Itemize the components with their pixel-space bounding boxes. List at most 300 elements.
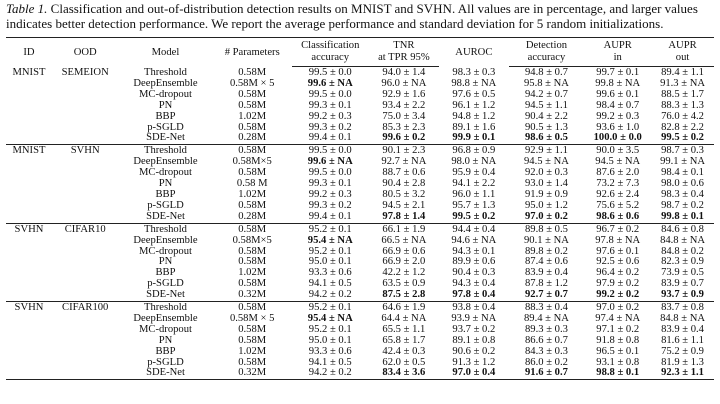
cell-id	[6, 157, 52, 168]
cell-ood: SEMEION	[61, 66, 109, 78]
cell-detection: 94.2 ± 0.7	[525, 88, 568, 100]
header-aupr-in-line1: AUPR	[603, 40, 632, 51]
cell-aupr-in: 75.6 ± 5.2	[596, 199, 640, 211]
cell-tnr: 65.8 ± 1.7	[382, 334, 426, 346]
cell-detection: 89.8 ± 0.5	[525, 223, 568, 235]
cell-accuracy: 94.2 ± 0.2	[292, 290, 369, 301]
cell-accuracy: 99.5 ± 0.0	[308, 88, 352, 100]
caption-text: Classification and out-of-distribution detection results on MNIST and SVHN. All values are in percentage, and larger values indicates better detection performance. We report the average performance and standard deviation for 5 random initializations.	[6, 1, 698, 31]
cell-accuracy: 94.2 ± 0.2	[292, 368, 369, 379]
cell-accuracy: 93.3 ± 0.6	[308, 345, 352, 357]
cell-auroc: 91.3 ± 1.2	[452, 356, 496, 368]
cell-id	[6, 179, 52, 190]
cell-ood	[52, 314, 118, 325]
cell-tnr: 94.0 ± 1.4	[382, 67, 426, 78]
cell-accuracy: 95.4 ± NA	[307, 312, 353, 324]
header-id: ID	[23, 47, 35, 59]
cell-accuracy: 99.6 ± NA	[307, 156, 353, 168]
cell-detection: 91.6 ± 0.7	[509, 368, 585, 379]
cell-tnr: 64.6 ± 1.9	[382, 302, 426, 314]
cell-detection: 90.4 ± 2.2	[525, 110, 568, 122]
cell-aupr-out: 84.6 ± 0.8	[661, 223, 704, 235]
cell-detection: 94.8 ± 0.7	[525, 67, 568, 78]
cell-aupr-in: 91.8 ± 0.8	[596, 334, 640, 346]
cell-params: 0.58M	[238, 223, 267, 235]
cell-detection: 95.8 ± NA	[523, 77, 569, 89]
table-caption	[6, 1, 716, 31]
cell-ood	[52, 133, 118, 144]
cell-id	[6, 79, 52, 90]
cell-auroc: 98.0 ± NA	[451, 156, 497, 168]
cell-id: MNIST	[12, 66, 46, 78]
cell-ood	[52, 101, 118, 112]
cell-aupr-in: 99.8 ± NA	[595, 77, 641, 89]
cell-accuracy: 95.2 ± 0.1	[308, 245, 352, 257]
cell-ood	[52, 168, 118, 179]
cell-model: SDE-Net	[118, 212, 212, 223]
cell-params: 0.58M	[238, 167, 267, 179]
cell-model: p-SGLD	[147, 356, 184, 368]
cell-ood	[52, 279, 118, 290]
cell-model: BBP	[155, 345, 176, 357]
cell-aupr-out: 81.6 ± 1.1	[661, 334, 704, 346]
cell-aupr-in: 93.1 ± 0.8	[596, 356, 640, 368]
table-row	[6, 133, 714, 144]
cell-detection: 94.5 ± NA	[523, 156, 569, 168]
cell-params: 0.28M	[213, 133, 292, 144]
cell-params: 0.58M × 5	[229, 77, 275, 89]
cell-model: p-SGLD	[147, 278, 184, 290]
cell-id	[6, 112, 52, 123]
cell-detection: 94.5 ± 1.1	[525, 99, 568, 111]
cell-tnr: 92.7 ± NA	[381, 156, 427, 168]
cell-params: 0.58M	[238, 66, 267, 78]
cell-id	[6, 101, 52, 112]
cell-tnr: 42.2 ± 1.2	[382, 267, 426, 279]
table-row	[6, 112, 714, 123]
cell-aupr-in: 96.4 ± 0.2	[596, 267, 640, 279]
cell-tnr: 88.7 ± 0.6	[382, 167, 426, 179]
table-row	[6, 236, 714, 247]
cell-tnr: 90.4 ± 2.8	[382, 178, 426, 190]
cell-ood	[52, 257, 118, 268]
cell-ood: SVHN	[70, 145, 100, 157]
cell-detection: 90.1 ± NA	[523, 234, 569, 246]
cell-auroc: 98.8 ± NA	[451, 77, 497, 89]
cell-ood	[52, 79, 118, 90]
cell-params: 1.02M	[238, 110, 267, 122]
cell-detection: 89.8 ± 0.2	[525, 245, 568, 257]
cell-auroc: 94.4 ± 0.4	[452, 223, 496, 235]
cell-detection: 92.0 ± 0.3	[525, 167, 568, 179]
cell-auroc: 98.3 ± 0.3	[452, 66, 496, 78]
cell-auroc: 93.8 ± 0.4	[452, 302, 496, 314]
cell-detection: 87.4 ± 0.6	[525, 256, 568, 268]
cell-aupr-out: 88.3 ± 1.3	[661, 99, 704, 111]
caption-label: Table 1.	[6, 1, 48, 16]
cell-model: DeepEnsemble	[133, 234, 198, 246]
cell-auroc: 94.8 ± 1.2	[452, 110, 496, 122]
cell-auroc: 93.7 ± 0.2	[452, 323, 496, 335]
cell-model: p-SGLD	[147, 121, 184, 133]
cell-aupr-in: 97.0 ± 0.2	[596, 302, 640, 314]
cell-aupr-in: 99.2 ± 0.2	[584, 290, 651, 301]
cell-params: 1.02M	[238, 267, 267, 279]
cell-ood	[52, 112, 118, 123]
cell-id	[6, 90, 52, 101]
cell-ood	[52, 347, 118, 358]
cell-model: MC-dropout	[139, 167, 192, 179]
cell-accuracy: 95.0 ± 0.1	[308, 256, 352, 268]
cell-params: 0.58M	[238, 245, 267, 257]
header-tnr-line2: at TPR 95%	[369, 52, 440, 67]
cell-id	[6, 190, 52, 201]
cell-id	[6, 347, 52, 358]
cell-aupr-out: 84.8 ± NA	[660, 234, 706, 246]
cell-auroc: 96.8 ± 0.9	[452, 145, 496, 157]
cell-params: 1.02M	[238, 345, 267, 357]
cell-accuracy: 99.2 ± 0.3	[308, 110, 352, 122]
header-model: Model	[151, 47, 180, 59]
cell-aupr-out: 75.2 ± 0.9	[661, 345, 704, 357]
cell-detection: 91.9 ± 0.9	[525, 188, 568, 200]
cell-detection: 97.0 ± 0.2	[509, 212, 585, 223]
cell-accuracy: 99.5 ± 0.0	[308, 167, 352, 179]
cell-params: 0.58M	[238, 302, 267, 314]
cell-ood	[52, 123, 118, 134]
cell-auroc: 89.1 ± 0.8	[452, 334, 496, 346]
header-aupr-in-line2: in	[584, 52, 651, 67]
cell-tnr: 99.6 ± 0.2	[369, 133, 440, 144]
cell-aupr-in: 96.7 ± 0.2	[596, 223, 640, 235]
cell-auroc: 94.6 ± NA	[451, 234, 497, 246]
cell-params: 0.58 M	[236, 178, 268, 190]
cell-accuracy: 95.2 ± 0.1	[308, 223, 352, 235]
cell-accuracy: 99.4 ± 0.1	[292, 133, 369, 144]
table-body	[6, 67, 714, 380]
cell-params: 0.32M	[213, 368, 292, 379]
cell-accuracy: 94.1 ± 0.5	[308, 356, 352, 368]
cell-detection: 92.7 ± 0.7	[509, 290, 585, 301]
cell-params: 0.58M × 5	[229, 312, 275, 324]
cell-tnr: 90.1 ± 2.3	[382, 145, 426, 157]
results-table	[6, 37, 714, 380]
cell-auroc: 95.7 ± 1.3	[452, 199, 496, 211]
cell-params: 0.58M×5	[232, 234, 272, 246]
cell-accuracy: 94.1 ± 0.5	[308, 278, 352, 290]
cell-model: Threshold	[144, 145, 187, 157]
cell-aupr-out: 83.9 ± 0.4	[661, 323, 704, 335]
table-row	[6, 368, 714, 379]
cell-detection: 86.0 ± 0.2	[525, 356, 568, 368]
cell-ood	[52, 268, 118, 279]
cell-aupr-out: 98.7 ± 0.3	[661, 145, 704, 157]
cell-params: 0.58M	[238, 121, 267, 133]
cell-id: SVHN	[14, 302, 44, 314]
cell-model: DeepEnsemble	[133, 312, 198, 324]
cell-detection: 92.9 ± 1.1	[525, 145, 568, 157]
cell-auroc: 97.0 ± 0.4	[439, 368, 508, 379]
cell-id	[6, 268, 52, 279]
cell-aupr-out: 89.4 ± 1.1	[661, 67, 704, 78]
cell-aupr-out: 76.0 ± 4.2	[661, 110, 704, 122]
cell-detection: 88.3 ± 0.4	[525, 302, 568, 314]
cell-params: 0.58M	[238, 199, 267, 211]
cell-ood	[52, 290, 118, 301]
cell-ood	[52, 179, 118, 190]
cell-accuracy: 99.3 ± 0.2	[308, 121, 352, 133]
cell-ood	[52, 212, 118, 223]
cell-params: 0.58M	[238, 356, 267, 368]
cell-aupr-in: 97.9 ± 0.2	[596, 278, 640, 290]
cell-aupr-out: 91.3 ± NA	[660, 77, 706, 89]
cell-id: SVHN	[14, 223, 44, 235]
header-aupr-out-line1: AUPR	[668, 40, 697, 51]
cell-model: MC-dropout	[139, 245, 192, 257]
cell-params: 1.02M	[238, 188, 267, 200]
cell-auroc: 96.1 ± 1.2	[452, 99, 496, 111]
cell-aupr-out: 82.8 ± 2.2	[661, 121, 704, 133]
cell-aupr-in: 98.6 ± 0.6	[584, 212, 651, 223]
cell-accuracy: 99.3 ± 0.1	[308, 178, 352, 190]
cell-model: Threshold	[144, 223, 187, 235]
cell-auroc: 93.9 ± NA	[451, 312, 497, 324]
cell-auroc: 99.9 ± 0.1	[439, 133, 508, 144]
table-row	[6, 347, 714, 358]
cell-aupr-out: 84.8 ± 0.2	[661, 245, 704, 257]
cell-auroc: 90.4 ± 0.3	[452, 267, 496, 279]
cell-model: DeepEnsemble	[133, 77, 198, 89]
cell-ood	[52, 368, 118, 379]
header-acc-line1: Classification	[301, 40, 360, 51]
cell-accuracy: 99.3 ± 0.1	[308, 99, 352, 111]
cell-aupr-in: 92.6 ± 2.4	[596, 188, 640, 200]
cell-aupr-in: 97.4 ± NA	[595, 312, 641, 324]
cell-ood	[52, 336, 118, 347]
cell-aupr-in: 97.1 ± 0.2	[596, 323, 640, 335]
cell-accuracy: 95.2 ± 0.1	[308, 302, 352, 314]
cell-model: PN	[158, 99, 173, 111]
cell-model: Threshold	[144, 66, 187, 78]
cell-model: PN	[158, 256, 173, 268]
cell-auroc: 94.3 ± 0.4	[452, 278, 496, 290]
header-aupr-out-line2: out	[651, 52, 714, 67]
cell-tnr: 93.4 ± 2.2	[382, 99, 426, 111]
cell-model: Threshold	[144, 302, 187, 314]
cell-tnr: 66.5 ± NA	[381, 234, 427, 246]
cell-aupr-out: 99.1 ± NA	[660, 156, 706, 168]
cell-accuracy: 99.4 ± 0.1	[292, 212, 369, 223]
cell-tnr: 87.5 ± 2.8	[369, 290, 440, 301]
cell-tnr: 83.4 ± 3.6	[369, 368, 440, 379]
table-row	[6, 223, 714, 235]
cell-tnr: 96.0 ± NA	[381, 77, 427, 89]
table-header	[6, 38, 714, 67]
cell-aupr-in: 92.5 ± 0.6	[596, 256, 640, 268]
cell-id	[6, 358, 52, 369]
cell-detection: 93.0 ± 1.4	[525, 178, 568, 190]
cell-tnr: 92.9 ± 1.6	[382, 88, 426, 100]
cell-aupr-out: 98.3 ± 0.4	[661, 188, 704, 200]
cell-ood	[52, 247, 118, 258]
cell-ood	[52, 157, 118, 168]
cell-tnr: 94.5 ± 2.1	[382, 199, 426, 211]
header-det-line2: accuracy	[509, 52, 585, 67]
table-row	[6, 290, 714, 301]
header-params: # Parameters	[224, 47, 280, 59]
cell-aupr-in: 94.5 ± NA	[595, 156, 641, 168]
header-ood: OOD	[73, 47, 97, 59]
cell-tnr: 97.8 ± 1.4	[369, 212, 440, 223]
cell-aupr-out: 93.7 ± 0.9	[651, 290, 714, 301]
cell-aupr-out: 99.8 ± 0.1	[651, 212, 714, 223]
cell-id: MNIST	[12, 145, 46, 157]
cell-auroc: 99.5 ± 0.2	[439, 212, 508, 223]
cell-tnr: 66.9 ± 0.6	[382, 245, 426, 257]
cell-params: 0.28M	[213, 212, 292, 223]
cell-params: 0.58M	[238, 278, 267, 290]
cell-aupr-in: 97.6 ± 0.1	[596, 245, 640, 257]
cell-tnr: 63.5 ± 0.9	[382, 278, 426, 290]
header-acc-line2: accuracy	[292, 52, 369, 67]
header-det-line1: Detection	[525, 40, 568, 51]
cell-aupr-out: 88.5 ± 1.7	[661, 88, 704, 100]
cell-params: 0.58M	[238, 323, 267, 335]
cell-id	[6, 168, 52, 179]
cell-params: 0.58M	[238, 334, 267, 346]
cell-id	[6, 123, 52, 134]
cell-auroc: 94.3 ± 0.1	[452, 245, 496, 257]
cell-ood	[52, 190, 118, 201]
cell-aupr-in: 99.2 ± 0.3	[596, 110, 640, 122]
cell-detection: 95.0 ± 1.2	[525, 199, 568, 211]
cell-id	[6, 212, 52, 223]
cell-params: 0.58M×5	[232, 156, 272, 168]
cell-aupr-in: 96.5 ± 0.1	[596, 345, 640, 357]
cell-tnr: 65.5 ± 1.1	[382, 323, 426, 335]
header-auroc: AUROC	[455, 47, 493, 59]
cell-auroc: 94.1 ± 2.2	[452, 178, 496, 190]
cell-ood	[52, 358, 118, 369]
cell-auroc: 90.6 ± 0.2	[452, 345, 496, 357]
cell-detection: 98.6 ± 0.5	[509, 133, 585, 144]
table-row	[6, 101, 714, 112]
cell-detection: 84.3 ± 0.3	[525, 345, 568, 357]
cell-aupr-in: 98.4 ± 0.7	[596, 99, 640, 111]
cell-id	[6, 133, 52, 144]
cell-id	[6, 290, 52, 301]
cell-accuracy: 93.3 ± 0.6	[308, 267, 352, 279]
cell-accuracy: 99.3 ± 0.2	[308, 199, 352, 211]
cell-id	[6, 368, 52, 379]
cell-tnr: 64.4 ± NA	[381, 312, 427, 324]
cell-model: SDE-Net	[118, 368, 212, 379]
cell-aupr-out: 82.3 ± 0.9	[661, 256, 704, 268]
cell-ood	[52, 90, 118, 101]
cell-auroc: 89.9 ± 0.6	[452, 256, 496, 268]
cell-detection: 86.6 ± 0.7	[525, 334, 568, 346]
cell-model: SDE-Net	[118, 290, 212, 301]
cell-tnr: 62.0 ± 0.5	[382, 356, 426, 368]
cell-params: 0.58M	[238, 145, 267, 157]
cell-id	[6, 201, 52, 212]
cell-id	[6, 279, 52, 290]
cell-auroc: 96.0 ± 1.1	[452, 188, 496, 200]
cell-id	[6, 325, 52, 336]
cell-auroc: 89.1 ± 1.6	[452, 121, 496, 133]
cell-id	[6, 247, 52, 258]
cell-model: BBP	[155, 110, 176, 122]
cell-tnr: 66.9 ± 2.0	[382, 256, 426, 268]
cell-model: MC-dropout	[139, 323, 192, 335]
cell-aupr-out: 83.7 ± 0.8	[661, 302, 704, 314]
cell-aupr-in: 97.8 ± NA	[595, 234, 641, 246]
cell-params: 0.58M	[238, 256, 267, 268]
cell-model: MC-dropout	[139, 88, 192, 100]
cell-accuracy: 99.2 ± 0.3	[308, 188, 352, 200]
cell-aupr-out: 98.0 ± 0.6	[661, 178, 704, 190]
cell-model: BBP	[155, 188, 176, 200]
cell-aupr-in: 73.2 ± 7.3	[596, 178, 640, 190]
cell-accuracy: 99.6 ± NA	[307, 77, 353, 89]
cell-accuracy: 99.5 ± 0.0	[308, 145, 352, 157]
cell-id	[6, 236, 52, 247]
cell-auroc: 95.9 ± 0.4	[452, 167, 496, 179]
cell-auroc: 97.8 ± 0.4	[439, 290, 508, 301]
cell-aupr-out: 84.8 ± NA	[660, 312, 706, 324]
cell-aupr-out: 73.9 ± 0.5	[661, 267, 704, 279]
cell-tnr: 66.1 ± 1.9	[382, 223, 426, 235]
cell-tnr: 80.5 ± 3.2	[382, 188, 426, 200]
cell-detection: 90.5 ± 1.3	[525, 121, 568, 133]
cell-detection: 87.8 ± 1.2	[525, 278, 568, 290]
cell-id	[6, 336, 52, 347]
cell-aupr-out: 92.3 ± 1.1	[651, 368, 714, 379]
cell-model: PN	[158, 178, 173, 190]
cell-aupr-out: 83.9 ± 0.7	[661, 278, 704, 290]
cell-tnr: 75.0 ± 3.4	[382, 110, 426, 122]
cell-detection: 89.3 ± 0.3	[525, 323, 568, 335]
cell-params: 0.32M	[213, 290, 292, 301]
cell-aupr-in: 100.0 ± 0.0	[584, 133, 651, 144]
cell-aupr-in: 99.7 ± 0.1	[596, 67, 640, 78]
cell-tnr: 85.3 ± 2.3	[382, 121, 426, 133]
cell-aupr-in: 98.8 ± 0.1	[584, 368, 651, 379]
cell-detection: 89.4 ± NA	[523, 312, 569, 324]
cell-accuracy: 99.5 ± 0.0	[308, 67, 352, 78]
cell-aupr-out: 98.4 ± 0.1	[661, 167, 704, 179]
cell-detection: 83.9 ± 0.4	[525, 267, 568, 279]
cell-aupr-out: 98.7 ± 0.2	[661, 199, 704, 211]
cell-accuracy: 95.0 ± 0.1	[308, 334, 352, 346]
cell-aupr-out: 99.5 ± 0.2	[651, 133, 714, 144]
cell-accuracy: 95.2 ± 0.1	[308, 323, 352, 335]
header-tnr-line1: TNR	[393, 40, 415, 51]
cell-aupr-out: 81.9 ± 1.3	[661, 356, 704, 368]
cell-params: 0.58M	[238, 88, 267, 100]
cell-ood	[52, 201, 118, 212]
cell-ood	[52, 325, 118, 336]
cell-params: 0.58M	[238, 99, 267, 111]
cell-ood: CIFAR10	[64, 223, 106, 235]
cell-ood: CIFAR100	[62, 302, 109, 314]
cell-aupr-in: 87.6 ± 2.0	[596, 167, 640, 179]
cell-accuracy: 95.4 ± NA	[307, 234, 353, 246]
cell-id	[6, 257, 52, 268]
cell-model: PN	[158, 334, 173, 346]
cell-model: BBP	[155, 267, 176, 279]
cell-aupr-in: 99.6 ± 0.1	[596, 88, 640, 100]
